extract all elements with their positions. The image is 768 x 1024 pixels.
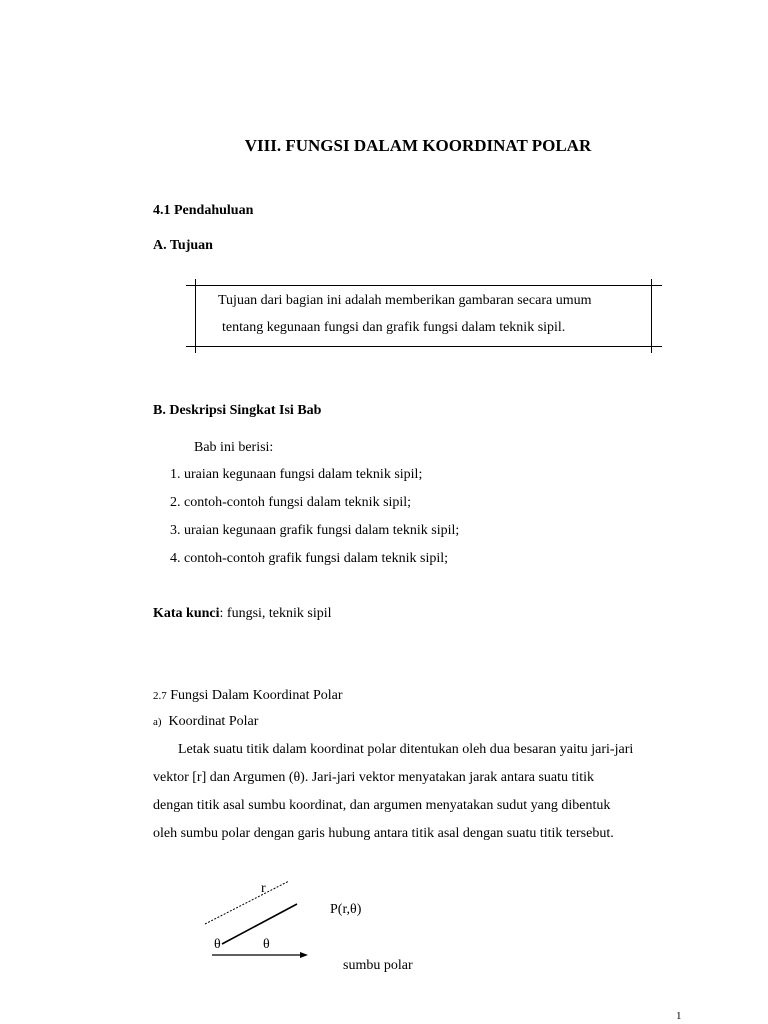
theta-origin-label: θ: [214, 937, 221, 952]
subsection-a-marker: a): [153, 716, 162, 728]
axis-label: sumbu polar: [343, 958, 413, 973]
kata-kunci-label: Kata kunci: [153, 606, 220, 621]
paragraph-line: Letak suatu titik dalam koordinat polar ditentukan oleh dua besaran yaitu jari-jari: [178, 742, 634, 757]
kata-kunci: [153, 606, 332, 622]
theta-angle-label: θ: [263, 937, 270, 952]
paragraph-line: dengan titik asal sumbu koordinat, dan argumen menyatakan sudut yang dibentuk: [153, 798, 611, 813]
radius-dotted-line: [205, 881, 289, 924]
box-bottom-rule: [186, 346, 662, 347]
section-heading-pendahuluan: 4.1 Pendahuluan: [153, 203, 254, 218]
page-title: VIII. FUNGSI DALAM KOORDINAT POLAR: [244, 136, 592, 155]
subsection-a-title: Koordinat Polar: [168, 714, 259, 729]
tujuan-text-line1: Tujuan dari bagian ini adalah memberikan gambaran secara umum: [218, 293, 592, 308]
point-label: P(r,θ): [330, 902, 362, 917]
paragraph-line: oleh sumbu polar dengan garis hubung antara titik asal dengan suatu titik tersebut.: [153, 826, 614, 841]
page-number: 1: [676, 1010, 682, 1022]
paragraph-line: vektor [r] dan Argumen (θ). Jari-jari vektor menyatakan jarak antara suatu titik: [153, 770, 595, 785]
section-2-7: [153, 688, 343, 704]
deskripsi-heading: B. Deskripsi Singkat Isi Bab: [153, 403, 322, 418]
box-right-rule: [651, 279, 652, 353]
list-item: 3. uraian kegunaan grafik fungsi dalam teknik sipil;: [170, 523, 460, 538]
tujuan-text-line2: tentang kegunaan fungsi dan grafik fungsi dalam teknik sipil.: [222, 320, 566, 335]
list-item: 2. contoh-contoh fungsi dalam teknik sipil;: [170, 495, 412, 510]
arrow-head-icon: [300, 952, 308, 958]
box-top-rule: [186, 285, 662, 286]
section-2-7-title: Fungsi Dalam Koordinat Polar: [170, 688, 343, 703]
r-label: r: [261, 881, 266, 896]
kata-kunci-value: : fungsi, teknik sipil: [219, 606, 332, 621]
subsection-a: [153, 714, 258, 730]
section-2-7-number: 2.7: [153, 690, 167, 702]
tujuan-heading: A. Tujuan: [153, 238, 213, 253]
list-item: 1. uraian kegunaan fungsi dalam teknik sipil;: [170, 467, 423, 482]
box-left-rule: [195, 279, 196, 353]
deskripsi-intro: Bab ini berisi:: [194, 440, 274, 455]
polar-diagram: [195, 876, 435, 986]
list-item: 4. contoh-contoh grafik fungsi dalam teknik sipil;: [170, 551, 449, 566]
